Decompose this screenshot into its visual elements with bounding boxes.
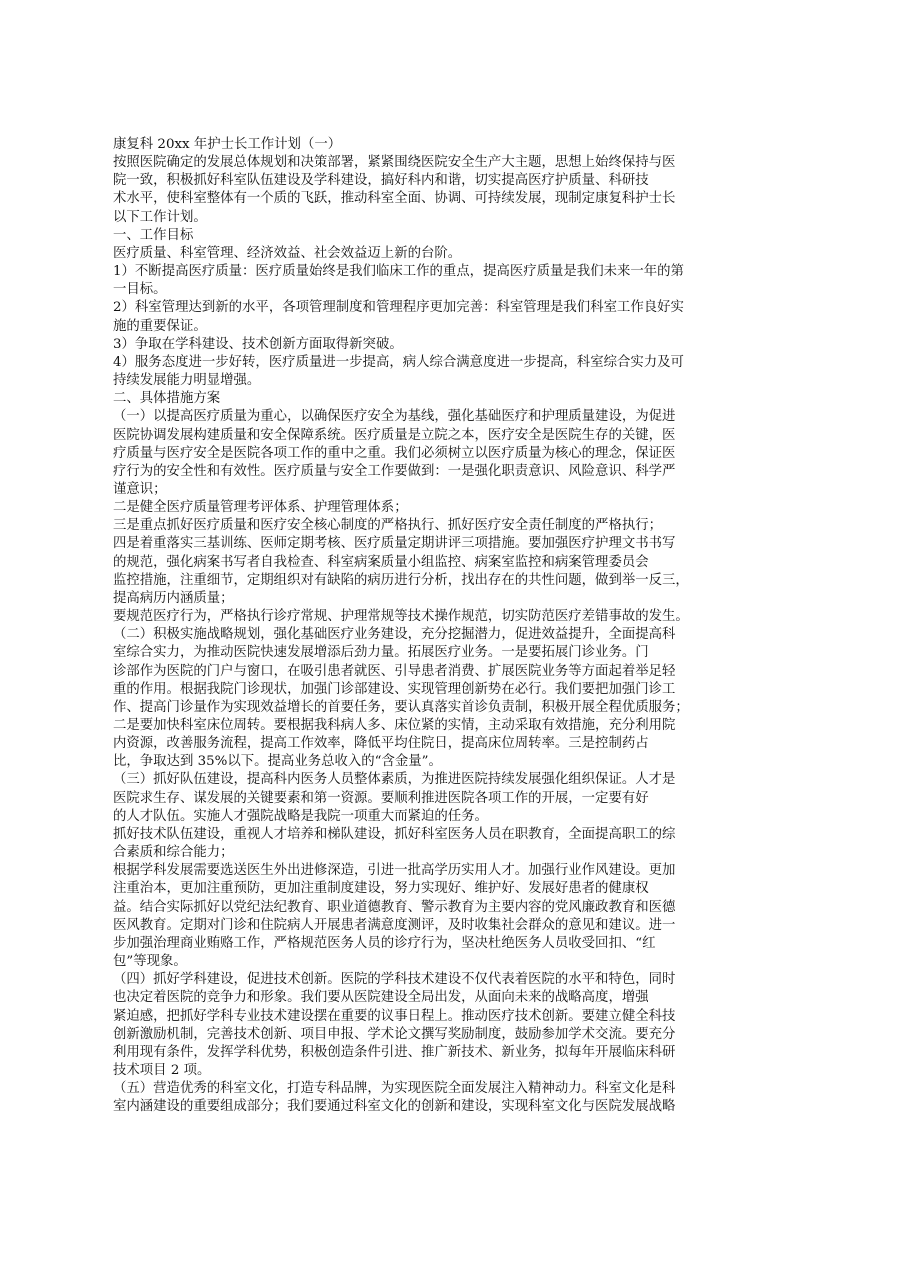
text-line: 重的作用。根据我院门诊现状，加强门诊部建设、实现管理创新势在必行。我们要把加强门诊工 (113, 681, 676, 697)
text-line: 根据学科发展需要选送医生外出进修深造，引进一批高学历实用人才。加强行业作风建设。更加 (113, 863, 676, 879)
text-line: 益。结合实际抓好以党纪法纪教育、职业道德教育、警示教育为主要内容的党风廉政教育和医德 (113, 899, 676, 915)
document-body (113, 136, 803, 1116)
text-line: （二）积极实施战略规划，强化基础医疗业务建设，充分挖掘潜力，促进效益提升，全面提高科 (113, 627, 676, 643)
text-line: 4）服务态度进一步好转，医疗质量进一步提高，病人综合满意度进一步提高，科室综合实力及可 (113, 354, 684, 370)
document-title: 康复科 20xx 年护士长工作计划（一） (113, 137, 342, 152)
text-line: （四）抓好学科建设，促进技术创新。医院的学科技术建设不仅代表着医院的水平和特色，同时 (113, 972, 676, 988)
text-line: 内资源，改善服务流程，提高工作效率，降低平均住院日，提高床位周转率。三是控制药占 (113, 736, 649, 752)
text-line: 四是着重落实三基训练、医师定期考核、医疗质量定期讲评三项措施。要加强医疗护理文书书写 (113, 536, 676, 552)
text-line: 作、提高门诊量作为实现效益增长的首要任务，要认真落实首诊负责制，积极开展全程优质服务； (113, 699, 689, 715)
text-line: 二是要加快科室床位周转。要根据我科病人多、床位紧的实情，主动采取有效措施，充分利用院 (113, 718, 676, 733)
text-line: 3）争取在学科建设、技术创新方面取得新突破。 (113, 336, 403, 352)
text-line: 创新激励机制，完善技术创新、项目申报、学术论文撰写奖励制度，鼓励参加学术交流。要充分 (113, 1026, 676, 1042)
text-line: 谨意识； (113, 481, 167, 497)
text-line: 步加强治理商业贿赂工作，严格规范医务人员的诊疗行为，坚决杜绝医务人员收受回扣、“红 (113, 935, 656, 951)
text-line: 持续发展能力明显增强。 (113, 373, 261, 389)
text-line: 比，争取达到 35%以下。提高业务总收入的“含金量”。 (113, 754, 442, 770)
text-line: 三是重点抓好医疗质量和医疗安全核心制度的严格执行、抓好医疗安全责任制度的严格执行； (113, 518, 663, 534)
text-line: 二、具体措施方案 (113, 391, 221, 407)
text-line: 疗行为的安全性和有效性。医疗质量与安全工作要做到：一是强化职责意识、风险意识、科学严 (113, 463, 676, 479)
text-line: 2）科室管理达到新的水平，各项管理制度和管理程序更加完善：科室管理是我们科室工作良好实 (113, 300, 684, 316)
text-line: 要规范医疗行为，严格执行诊疗常规、护理常规等技术操作规范，切实防范医疗差错事故的发生。 (113, 609, 689, 625)
text-line: 术水平，使科室整体有一个质的飞跃，推动科室全面、协调、可持续发展，现制定康复科护士长 (113, 191, 676, 207)
text-line: 室综合实力，为推动医院快速发展增添后劲力量。拓展医疗业务。一是要拓展门诊业务。门 (113, 645, 649, 661)
text-line: （三）抓好队伍建设，提高科内医务人员整体素质，为推进医院持续发展强化组织保证。人才是 (113, 772, 676, 788)
text-line: 合素质和综合能力； (113, 845, 234, 861)
text-line: 包”等现象。 (113, 954, 187, 970)
text-line: 的规范，强化病案书写者自我检查、科室病案质量小组监控、病案室监控和病案管理委员会 (113, 554, 649, 570)
text-line: （五）营造优秀的科室文化，打造专科品牌，为实现医院全面发展注入精神动力。科室文化是科 (113, 1081, 676, 1097)
text-line: 按照医院确定的发展总体规划和决策部署，紧紧围绕医院安全生产大主题，思想上始终保持与医 (113, 155, 676, 171)
text-line: 医院协调发展构建质量和安全保障系统。医疗质量是立院之本，医疗安全是医院生存的关键，医 (113, 427, 676, 443)
text-line: 室内涵建设的重要组成部分；我们要通过科室文化的创新和建设，实现科室文化与医院发展战略 (113, 1099, 676, 1115)
text-line: 的人才队伍。实施人才强院战略是我院一项重大而紧迫的任务。 (113, 808, 488, 824)
text-line: 监控措施，注重细节，定期组织对有缺陷的病历进行分析，找出存在的共性问题，做到举一反三， (113, 572, 689, 588)
text-line: 注重治本，更加注重预防，更加注重制度建设，努力实现好、维护好、发展好患者的健康权 (113, 881, 649, 897)
text-line: 利用现有条件，发挥学科优势，积极创造条件引进、推广新技术、新业务，拟每年开展临床科研 (113, 1044, 676, 1060)
text-line: 提高病历内涵质量； (113, 590, 234, 606)
text-line: 二是健全医疗质量管理考评体系、护理管理体系； (113, 500, 408, 516)
text-line: 也决定着医院的竞争力和形象。我们要从医院建设全局出发，从面向未来的战略高度，增强 (113, 990, 649, 1006)
text-line: 疗质量与医疗安全是医院各项工作的重中之重。我们必须树立以医疗质量为核心的理念，保证医 (113, 445, 676, 461)
text-line: 抓好技术队伍建设，重视人才培养和梯队建设，抓好科室医务人员在职教育，全面提高职工的综 (113, 826, 676, 842)
text-line: 1）不断提高医疗质量：医疗质量始终是我们临床工作的重点，提高医疗质量是我们未来一年的第 (113, 264, 684, 280)
text-line: （一）以提高医疗质量为重心，以确保医疗安全为基线，强化基础医疗和护理质量建设，为促进 (113, 409, 676, 425)
text-line: 诊部作为医院的门户与窗口，在吸引患者就医、引导患者消费、扩展医院业务等方面起着举足轻 (113, 663, 676, 679)
text-line: 施的重要保证。 (113, 318, 207, 334)
text-line: 紧迫感，把抓好学科专业技术建设摆在重要的议事日程上。推动医疗技术创新。要建立健全科技 (113, 1008, 676, 1024)
text-line: 一、工作目标 (113, 227, 194, 243)
text-line: 一目标。 (113, 282, 167, 298)
text-line: 院一致，积极抓好科室队伍建设及学科建设，搞好科内和谐，切实提高医疗护质量、科研技 (113, 173, 649, 189)
text-line: 医风教育。定期对门诊和住院病人开展患者满意度测评，及时收集社会群众的意见和建议。进一 (113, 917, 676, 933)
document-text (113, 154, 803, 1116)
text-line: 技术项目 2 项。 (113, 1062, 211, 1078)
text-line: 医疗质量、科室管理、经济效益、社会效益迈上新的台阶。 (113, 245, 462, 261)
text-line: 以下工作计划。 (113, 209, 207, 225)
text-line: 医院求生存、谋发展的关键要素和第一资源。要顺利推进医院各项工作的开展，一定要有好 (113, 790, 649, 806)
